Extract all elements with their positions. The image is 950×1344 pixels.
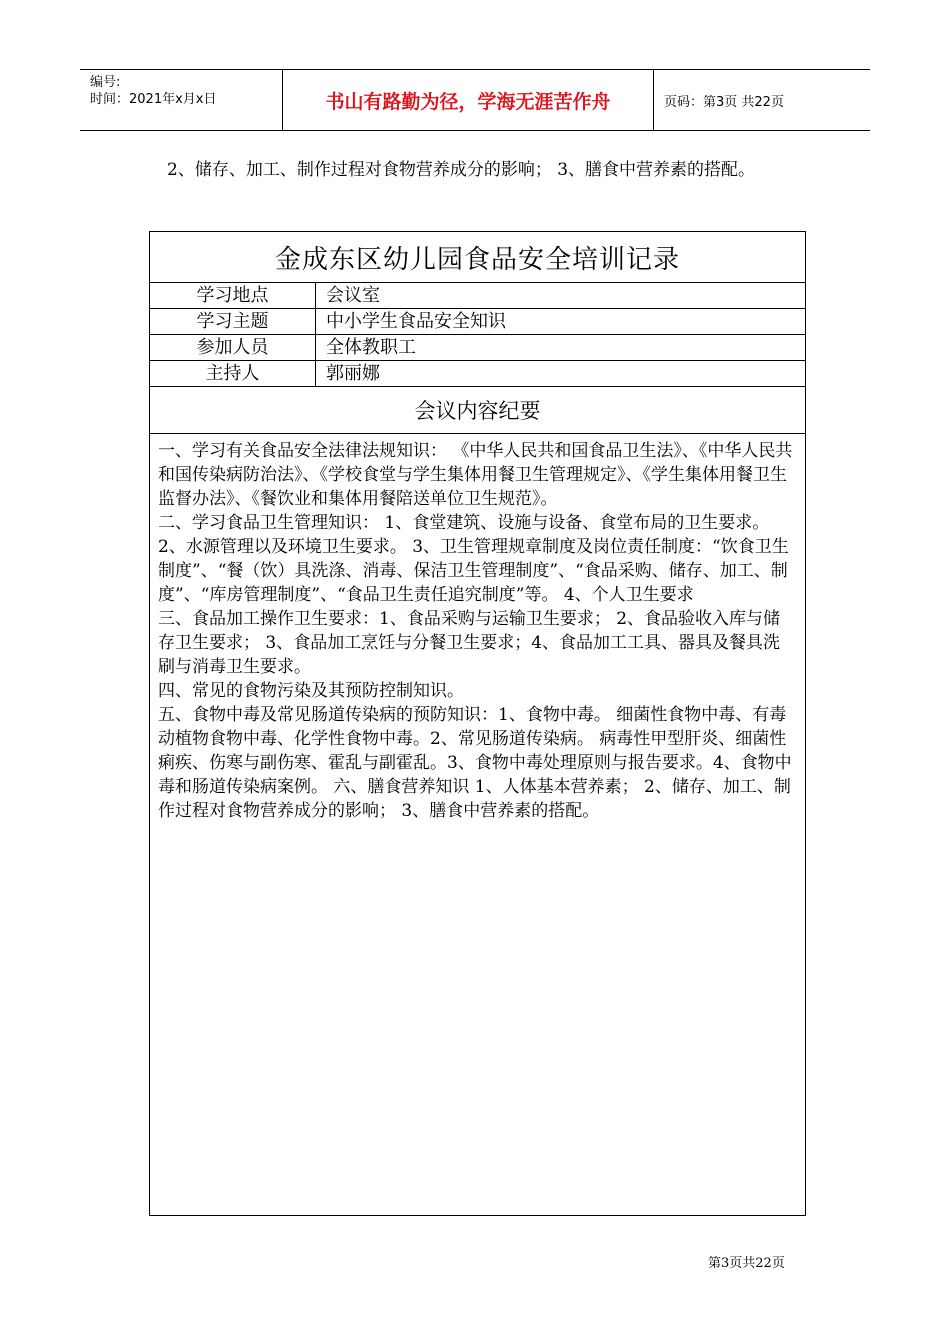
header-meta [80,70,282,130]
record-row-host [150,361,805,387]
summary-paragraph: 五、食物中毒及常见肠道传染病的预防知识：1、食物中毒。 细菌性食物中毒、有毒动植物食物中毒、化学性食物中毒。2、常见肠道传染病。 病毒性甲型肝炎、细菌性痢疾、伤寒与副伤寒、霍乱与副霍乱。3、食物中毒处理原则与报告要求。4、食物中毒和肠道传染病案例。 六、膳食营养知识 1、人体基本营养素； 2、储存、加工、制作过程对食物营养成分的影响； 3、膳食中营养素的搭配。 [158,705,792,821]
intro-text: 2、储存、加工、制作过程对食物营养成分的影响； 3、膳食中营养素的搭配。 [167,160,756,180]
number-label: 编号: [90,75,121,90]
row-key: 参加人员 [150,335,316,360]
summary-body [150,434,805,823]
record-row-topic [150,309,805,335]
row-key: 学习主题 [150,309,316,334]
training-record-table [149,231,806,1216]
row-value: 郭丽娜 [326,363,380,384]
row-value: 中小学生食品安全知识 [326,311,506,332]
summary-paragraph: 四、常见的食物污染及其预防控制知识。 [158,681,464,701]
record-row-participants [150,335,805,361]
summary-paragraph: 一、学习有关食品安全法律法规知识： 《中华人民共和国食品卫生法》、《中华人民共和国传染病防治法》、《学校食堂与学生集体用餐卫生管理规定》、《学生集体用餐卫生监督办法》、《餐饮业和集体用餐陪送单位卫生规范》。 [158,441,793,509]
time-label: 时间：2021年x月x日 [90,92,217,107]
summary-paragraph: 三、食品加工操作卫生要求：1、食品采购与运输卫生要求； 2、食品验收入库与储存卫生要求； 3、食品加工烹饪与分餐卫生要求；4、食品加工工具、器具及餐具洗刷与消毒卫生要求。 [158,609,781,677]
page-header [80,69,870,131]
row-key: 学习地点 [150,283,316,308]
summary-heading: 会议内容纪要 [150,387,805,434]
row-key: 主持人 [150,361,316,386]
record-title: 金成东区幼儿园食品安全培训记录 [150,232,805,283]
header-motto: 书山有路勤为径，学海无涯苦作舟 [282,70,654,130]
row-value: 会议室 [326,285,380,306]
page-footer: 第3页共22页 [708,1256,785,1271]
header-page-label: 页码：第3页 共22页 [664,94,784,110]
summary-paragraph: 二、学习食品卫生管理知识： 1、食堂建筑、设施与设备、食堂布局的卫生要求。 2、水源管理以及环境卫生要求。 3、卫生管理规章制度及岗位责任制度：“饮食卫生制度”、“餐（饮）具洗涤、消毒、保洁卫生管理制度”、“食品采购、储存、加工、制度”、“库房管理制度”、“食品卫生责任追究制度”等。 4、个人卫生要求 [158,513,789,605]
record-row-location [150,283,805,309]
row-value: 全体教职工 [326,337,416,358]
